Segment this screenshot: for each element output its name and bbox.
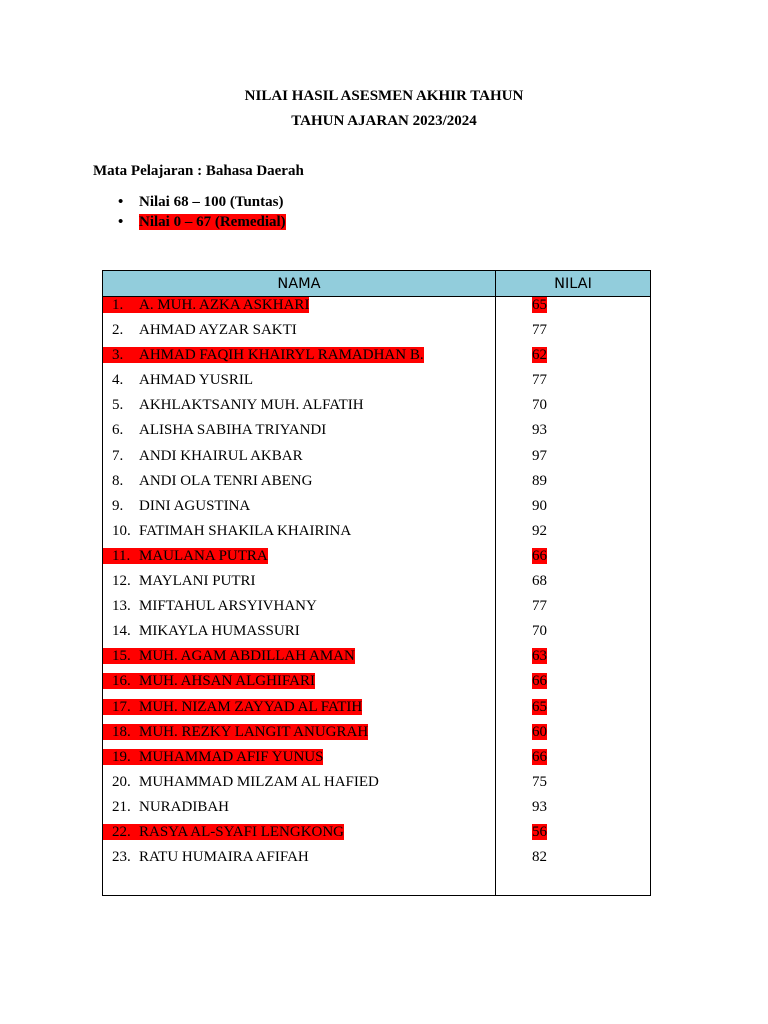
student-name: MUH. AHSAN ALGHIFARI [139,673,315,690]
row-number: 17. [112,698,131,715]
student-score: 97 [532,447,547,464]
student-name: AHMAD AYZAR SAKTI [139,322,297,339]
row-number: 8. [112,472,124,489]
scores-list [496,297,650,874]
legend-item-remedial [118,213,286,233]
row-number: 16. [112,673,131,690]
student-score: 77 [532,598,547,615]
student-name-row [103,749,495,774]
student-score: 89 [532,472,547,489]
student-entry [103,774,379,790]
student-name: RATU HUMAIRA AFIFAH [139,849,309,866]
row-number: 19. [112,748,131,765]
score-row [496,799,650,824]
student-name: MAULANA PUTRA [139,547,268,564]
student-entry [103,799,229,815]
score-row [496,297,650,322]
student-name-row [103,498,495,523]
student-name-row [103,824,495,849]
table-header-row [103,271,651,297]
legend-text: Nilai 0 – 67 (Remedial) [139,214,286,230]
student-name: MUH. NIZAM ZAYYAD AL FATIH [139,698,363,715]
student-name-row [103,397,495,422]
student-name-row [103,623,495,648]
document-title: NILAI HASIL ASESMEN AKHIR TAHUN [244,88,524,104]
table-body-row [103,297,651,896]
row-number: 4. [112,372,124,389]
student-score: 75 [532,773,547,790]
row-number: 5. [112,397,124,414]
score-row [496,448,650,473]
student-name: A. MUH. AZKA ASKHARI [139,297,310,313]
student-name-row [103,724,495,749]
row-number: 14. [112,623,131,640]
score-row [496,397,650,422]
student-entry [103,473,312,489]
student-entry [103,623,300,639]
document-subtitle: TAHUN AJARAN 2023/2024 [291,113,477,129]
student-score: 92 [532,522,547,539]
student-entry [103,372,253,388]
student-name-row [103,799,495,824]
column-header-nilai: NILAI [496,271,651,297]
row-number: 23. [112,849,131,866]
student-entry [103,849,309,865]
score-row [496,648,650,673]
student-entry [103,573,256,589]
student-score: 56 [532,823,547,840]
row-number: 13. [112,598,131,615]
score-row [496,598,650,623]
student-score: 77 [532,372,547,389]
student-score: 60 [532,723,547,740]
bullet-icon: • [118,194,124,210]
student-entry [103,498,250,514]
student-name: MUHAMMAD MILZAM AL HAFIED [139,773,379,790]
bullet-icon: • [118,214,124,230]
student-entry [103,648,355,664]
names-cell [103,297,496,896]
student-name: MUH. REZKY LANGIT ANUGRAH [139,723,369,740]
legend-list [118,193,286,233]
student-name-row [103,699,495,724]
student-name: ANDI KHAIRUL AKBAR [139,447,303,464]
row-number: 18. [112,723,131,740]
score-row [496,422,650,447]
score-row [496,573,650,598]
student-name: MIFTAHUL ARSYIVHANY [139,598,317,615]
student-name: ANDI OLA TENRI ABENG [139,472,313,489]
student-score: 93 [532,422,547,439]
row-number: 22. [112,823,131,840]
row-number: 1. [112,297,124,313]
student-score: 66 [532,748,547,765]
score-row [496,473,650,498]
student-name-row [103,322,495,347]
student-score: 66 [532,547,547,564]
row-number: 9. [112,497,124,514]
score-row [496,548,650,573]
score-row [496,699,650,724]
row-number: 11. [112,547,131,564]
student-name: ALISHA SABIHA TRIYANDI [139,422,327,439]
student-entry [103,422,326,438]
student-name-row [103,598,495,623]
student-name: MUHAMMAD AFIF YUNUS [139,748,324,765]
row-number: 7. [112,447,124,464]
score-row [496,347,650,372]
student-name: FATIMAH SHAKILA KHAIRINA [139,522,352,539]
score-row [496,523,650,548]
student-score: 70 [532,623,547,640]
student-entry [103,448,303,464]
score-row [496,724,650,749]
student-score: 65 [532,297,547,313]
student-name-row [103,648,495,673]
student-score: 82 [532,849,547,866]
subject-label: Mata Pelajaran : Bahasa Daerah [93,163,304,179]
student-name-row [103,849,495,874]
student-name: RASYA AL-SYAFI LENGKONG [139,823,345,840]
student-name: MIKAYLA HUMASSURI [139,623,300,640]
score-row [496,774,650,799]
student-name-row [103,422,495,447]
score-row [496,322,650,347]
score-row [496,673,650,698]
student-entry [103,347,424,363]
student-entry [103,724,368,740]
score-row [496,623,650,648]
student-score: 93 [532,798,547,815]
student-name-row [103,473,495,498]
score-row [496,824,650,849]
legend-item-tuntas [118,193,286,213]
student-name-row [103,297,495,322]
student-score: 68 [532,573,547,590]
student-entry [103,749,323,765]
scores-table [102,270,651,896]
score-row [496,372,650,397]
column-header-nama: NAMA [103,271,496,297]
student-entry [103,699,362,715]
student-name-row [103,448,495,473]
student-score: 70 [532,397,547,414]
student-entry [103,297,309,313]
row-number: 10. [112,522,131,539]
student-entry [103,598,317,614]
student-entry [103,548,268,564]
student-entry [103,322,297,338]
scores-cell [496,297,651,896]
student-name: AHMAD YUSRIL [139,372,254,389]
student-name-row [103,523,495,548]
student-score: 63 [532,648,547,665]
student-name: MAYLANI PUTRI [139,573,256,590]
score-row [496,849,650,874]
student-name: AKHLAKTSANIY MUH. ALFATIH [139,397,364,414]
row-number: 2. [112,322,124,339]
student-name-row [103,347,495,372]
score-row [496,498,650,523]
student-name: AHMAD FAQIH KHAIRYL RAMADHAN B. [139,347,424,364]
legend-text: Nilai 68 – 100 (Tuntas) [139,194,284,210]
student-entry [103,397,364,413]
student-name-row [103,548,495,573]
student-name-row [103,573,495,598]
score-row [496,749,650,774]
student-name: DINI AGUSTINA [139,497,251,514]
student-score: 65 [532,698,547,715]
row-number: 20. [112,773,131,790]
student-name: NURADIBAH [139,798,229,815]
student-name-row [103,673,495,698]
student-entry [103,673,315,689]
student-name: MUH. AGAM ABDILLAH AMAN [139,648,355,665]
student-score: 77 [532,322,547,339]
student-score: 62 [532,347,547,364]
student-entry [103,523,351,539]
student-name-row [103,774,495,799]
student-score: 90 [532,497,547,514]
names-list [103,297,495,874]
row-number: 21. [112,798,131,815]
row-number: 15. [112,648,131,665]
student-entry [103,824,344,840]
row-number: 3. [112,347,124,364]
row-number: 12. [112,573,131,590]
student-name-row [103,372,495,397]
student-score: 66 [532,673,547,690]
row-number: 6. [112,422,124,439]
